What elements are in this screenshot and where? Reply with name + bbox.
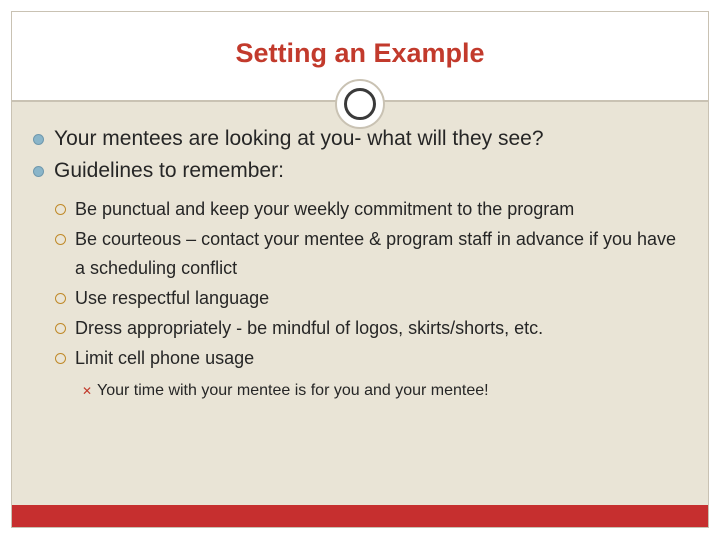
footer-bar [12, 505, 708, 527]
sub-bullet-text: Use respectful language [75, 288, 270, 308]
sub-bullet-item [12, 284, 708, 313]
bullet-item [12, 124, 708, 154]
filled-circle-icon [33, 134, 44, 145]
bullet-text: Your mentees are looking at you- what will they see? [54, 127, 544, 150]
slide-title: Setting an Example [235, 38, 485, 68]
ring-ornament-icon [335, 79, 385, 129]
bullet-item [12, 156, 708, 186]
sub-bullet-text: Dress appropriately - be mindful of logos, skirts/shorts, etc. [75, 318, 544, 338]
hollow-circle-icon [55, 234, 66, 245]
ring-ornament-inner [344, 88, 376, 120]
sub-bullet-item [12, 195, 708, 224]
sub-sub-bullet-text: Your time with your mentee is for you and your mentee! [97, 382, 489, 399]
hollow-circle-icon [55, 204, 66, 215]
sub-bullet-item [12, 344, 708, 373]
slide [11, 11, 709, 528]
slide-content [12, 124, 708, 403]
hollow-circle-icon [55, 293, 66, 304]
sub-sub-bullet-item [12, 379, 708, 403]
hollow-circle-icon [55, 323, 66, 334]
sub-bullet-text: Be courteous – contact your mentee & program staff in advance if you have a scheduling conflict [75, 229, 677, 278]
sub-bullet-item [12, 225, 708, 283]
filled-circle-icon [33, 166, 44, 177]
sub-bullet-text: Limit cell phone usage [75, 348, 255, 368]
hollow-circle-icon [55, 353, 66, 364]
sub-bullet-item [12, 314, 708, 343]
bullet-text: Guidelines to remember: [54, 159, 284, 182]
sub-bullet-text: Be punctual and keep your weekly commitment to the program [75, 199, 575, 219]
x-mark-icon: ✕ [82, 384, 93, 398]
